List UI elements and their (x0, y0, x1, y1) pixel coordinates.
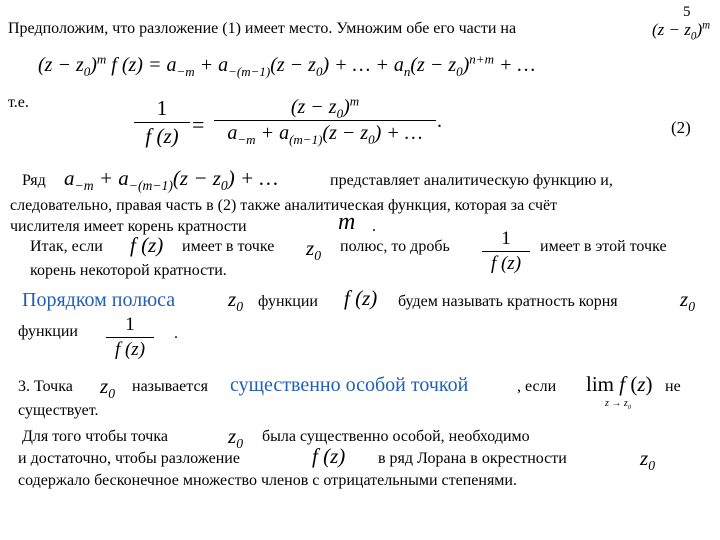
eq2-rhs-fraction (214, 93, 436, 147)
paragraph-pole-d: имеет в этой точке (540, 238, 667, 255)
eq2-rhs-numerator: $(z - z_0)^m$ (290, 93, 360, 121)
paragraph-pole-e: корень некоторой кратности. (30, 262, 227, 279)
function-fz-3: f (z) (312, 444, 346, 468)
paragraph-essential-b: называется (132, 378, 208, 395)
reciprocal-numerator: 1 (501, 228, 511, 249)
paragraph-series-c-end: . (372, 218, 376, 235)
point-z0: $z_0$ (306, 236, 322, 264)
paragraph-pole-b: имеет в точке (182, 238, 275, 255)
paragraph-essential-c: , если (517, 378, 557, 395)
paragraph-pole-c: полюс, то дробь (340, 238, 450, 255)
expansion-equation: $(z - z_0)^m$ f $(z) = a_{-m} + a_{-(m-1)}(z - z_0)$ + … + $a_n(z - z_0)^{n+m}$ + … (38, 51, 536, 79)
paragraph-order-b: будем называть кратность корня (398, 293, 618, 310)
paragraph-criterion-d: в ряд Лорана в окрестности (378, 450, 567, 467)
eq2-lhs-denominator: f (z) (145, 124, 179, 148)
point-z0-5: $z_0$ (228, 424, 244, 452)
limit-expression: lim f (z) (586, 372, 653, 396)
reciprocal-denominator-2: f (z) (114, 339, 146, 360)
multiplier-formula: $(z - z_0)^m$ (652, 19, 711, 43)
paragraph-order-end: . (174, 325, 178, 342)
term-pole-order: Порядком полюса (22, 289, 176, 311)
paragraph-series-a: представляет аналитическую функцию и, (330, 172, 613, 189)
that-is-label: т.е. (8, 94, 29, 111)
point-z0-4: $z_0$ (100, 374, 116, 402)
paragraph-pole-a: Итак, если (30, 238, 103, 255)
function-fz: f (z) (130, 233, 164, 257)
point-z0-6: $z_0$ (640, 446, 656, 474)
point-z0-2: $z_0$ (228, 287, 244, 315)
eq2-tag: (2) (671, 118, 691, 137)
series-intro-label: Ряд (22, 172, 46, 189)
page-number: 5 (683, 4, 691, 20)
eq2-lhs-fraction (134, 96, 190, 149)
paragraph-criterion-b: была существенно особой, необходимо (262, 428, 530, 445)
reciprocal-numerator-2: 1 (125, 314, 135, 335)
reciprocal-fraction (482, 228, 530, 275)
paragraph-intro: Предположим, что разложение (1) имеет место. Умножим обе его части на (8, 20, 517, 37)
eq2-lhs-numerator: 1 (156, 96, 168, 120)
limit-subscript: $z \to z_0$ (605, 398, 632, 411)
paragraph-essential-d: не (665, 378, 681, 395)
point-z0-3: $z_0$ (680, 287, 696, 315)
paragraph-series-b: следовательно, правая часть в (2) также аналитическая функция, которая за счёт (10, 197, 558, 214)
paragraph-essential-e: существует. (18, 402, 99, 419)
eq2-period: . (437, 110, 442, 132)
paragraph-order-c: функции (18, 323, 78, 340)
reciprocal-fraction-2 (106, 314, 154, 361)
paragraph-criterion-c: и достаточно, чтобы разложение (18, 450, 240, 467)
function-fz-2: f (z) (344, 286, 378, 310)
eq2-equals: = (192, 112, 205, 137)
series-formula: $a_{-m} + a_{-(m-1)}(z - z_0)$ + … (64, 166, 279, 194)
paragraph-criterion-e: содержало бесконечное множество членов с отрицательными степенями. (18, 472, 517, 489)
paragraph-series-c: числителя имеет корень кратности (10, 218, 247, 235)
paragraph-order-a: функции (258, 293, 318, 310)
eq2-rhs-denominator: $a_{-m} + a_{(m-1)}(z - z_0)$ + … (227, 122, 423, 147)
multiplicity-m: m (338, 209, 356, 235)
paragraph-criterion-a: Для того чтобы точка (22, 428, 168, 445)
term-essential-singularity: существенно особой точкой (230, 374, 469, 396)
paragraph-essential-a: 3. Точка (18, 378, 73, 395)
reciprocal-denominator: f (z) (490, 253, 522, 274)
